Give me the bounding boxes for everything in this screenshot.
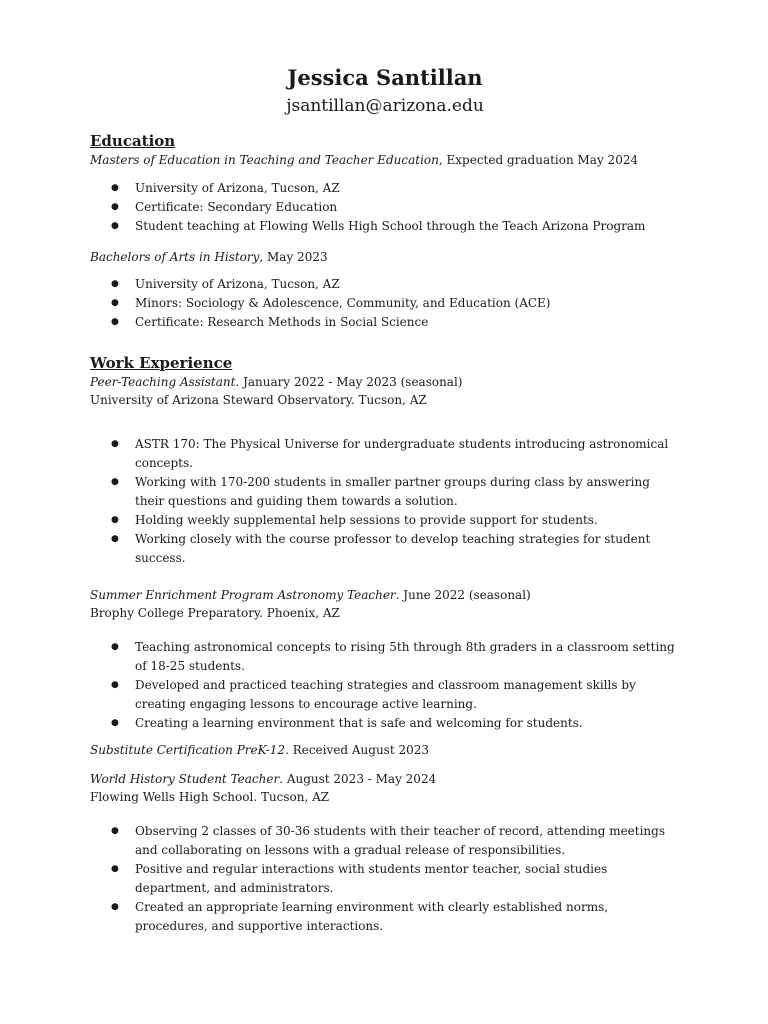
list-item: ● University of Arizona, Tucson, AZ [90, 179, 680, 198]
list-item: ● Developed and practiced teaching strategies and classroom management skills by creating engaging lessons to encourage active learning. [90, 676, 680, 714]
list-item: ● Certificate: Secondary Education [90, 198, 680, 217]
list-item: ● ASTR 170: The Physical Universe for undergraduate students introducing astronomical concepts. [90, 435, 680, 473]
list-item: ● Observing 2 classes of 30-36 students with their teacher of record, attending meetings and collaborating on lessons with a gradual release of responsibilities. [90, 822, 680, 860]
certification-detail: . Received August 2023 [285, 743, 430, 757]
list-item: ● Created an appropriate learning environment with clearly established norms, procedures, and supportive interactions. [90, 898, 680, 936]
degree-bullets [90, 179, 680, 236]
list-item: ● University of Arizona, Tucson, AZ [90, 275, 680, 294]
list-item: ● Student teaching at Flowing Wells High School through the Teach Arizona Program [90, 217, 680, 236]
resume-name: Jessica Santillan [287, 65, 483, 90]
degree-title: Bachelors of Arts in History [90, 250, 260, 264]
job-role: Peer-Teaching Assistant [90, 375, 236, 389]
job-organization: Flowing Wells High School. Tucson, AZ [90, 790, 330, 804]
resume-page [90, 64, 680, 936]
degree-detail: , Expected graduation May 2024 [438, 153, 639, 167]
job-bullets [90, 638, 680, 733]
job-organization: University of Arizona Steward Observatory. Tucson, AZ [90, 393, 427, 407]
job-bullets [90, 822, 680, 936]
degree-detail: , May 2023 [259, 250, 328, 264]
job-heading [90, 770, 680, 788]
section-title-education: Education [90, 132, 176, 150]
job-detail: . June 2022 (seasonal) [395, 588, 531, 602]
job-heading [90, 586, 680, 604]
job-detail: . August 2023 - May 2024 [279, 772, 437, 786]
degree-title: Masters of Education in Teaching and Teacher Education [90, 153, 439, 167]
list-item: ● Minors: Sociology & Adolescence, Community, and Education (ACE) [90, 294, 680, 313]
job-detail: . January 2022 - May 2023 (seasonal) [235, 375, 463, 389]
list-item: ● Teaching astronomical concepts to rising 5th through 8th graders in a classroom setting of 18-25 students. [90, 638, 680, 676]
list-item: ● Working closely with the course professor to develop teaching strategies for student success. [90, 530, 680, 568]
list-item: ● Working with 170-200 students in smaller partner groups during class by answering their questions and guiding them towards a solution. [90, 473, 680, 511]
degree-heading [90, 248, 680, 266]
job-bullets [90, 435, 680, 568]
job-role: World History Student Teacher [90, 772, 280, 786]
degree-bullets [90, 275, 680, 332]
job-heading [90, 373, 680, 391]
list-item: ● Positive and regular interactions with students mentor teacher, social studies department, and administrators. [90, 860, 680, 898]
list-item: ● Certificate: Research Methods in Social Science [90, 313, 680, 332]
certification-title: Substitute Certification PreK-12 [90, 743, 286, 757]
section-title-work-experience: Work Experience [90, 354, 233, 372]
list-item: ● Creating a learning environment that is safe and welcoming for students. [90, 714, 680, 733]
list-item: ● Holding weekly supplemental help sessions to provide support for students. [90, 511, 680, 530]
degree-heading [90, 151, 680, 169]
job-role: Summer Enrichment Program Astronomy Teacher [90, 588, 396, 602]
job-organization: Brophy College Preparatory. Phoenix, AZ [90, 606, 340, 620]
certification-heading [90, 741, 680, 759]
contact-email: jsantillan@arizona.edu [286, 96, 484, 116]
